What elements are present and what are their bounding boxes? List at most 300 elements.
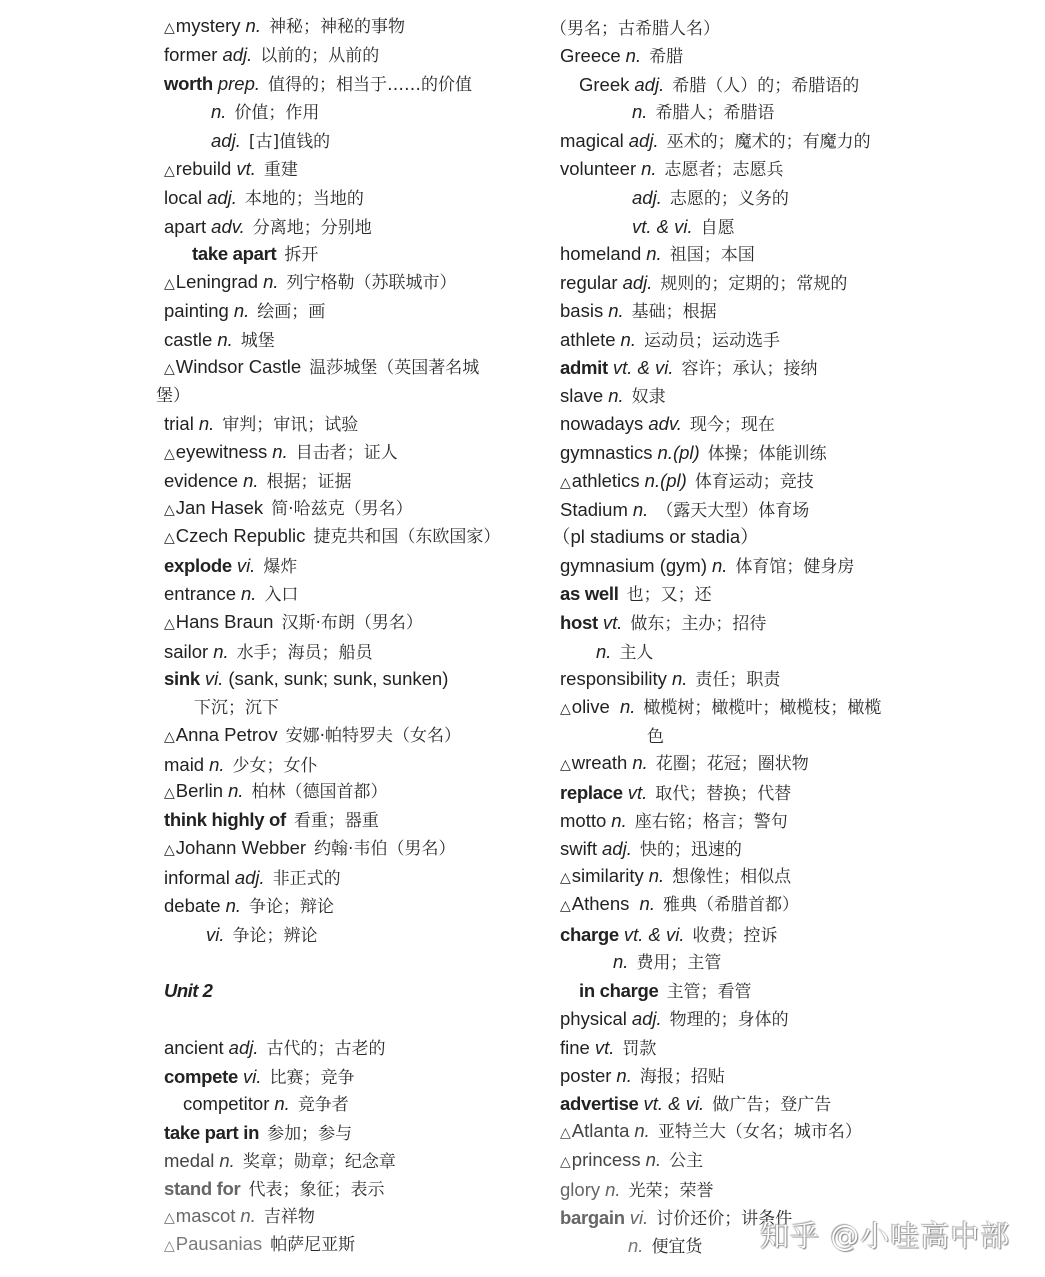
headword: in charge (579, 980, 659, 1001)
part-of-speech: vt. & vi. (632, 216, 693, 237)
vocab-entry (560, 924, 778, 946)
part-of-speech: vt. (236, 158, 256, 179)
chinese-definition: 做广告；登广告 (712, 1095, 832, 1115)
chinese-definition: 体操；体能训练 (707, 444, 827, 464)
chinese-definition: 参加；参与 (267, 1124, 353, 1144)
chinese-definition: 水手；海员；船员 (236, 643, 373, 663)
chinese-definition: 比赛；竞争 (269, 1068, 355, 1088)
triangle-marker-icon: △ (560, 897, 571, 913)
chinese-definition: 罚款 (622, 1039, 657, 1059)
part-of-speech: n. (211, 101, 227, 122)
chinese-definition: 花圈；花冠；圈状物 (655, 754, 809, 774)
chinese-definition: 公主 (669, 1151, 704, 1171)
triangle-marker-icon: △ (164, 19, 175, 35)
vocab-entry (560, 1120, 862, 1142)
chinese-definition: 志愿的；义务的 (669, 189, 789, 209)
unit-heading-label: Unit 2 (164, 980, 213, 1001)
triangle-marker-icon: △ (164, 615, 175, 631)
chinese-definition: 座右铭；格言；警句 (634, 812, 788, 832)
chinese-definition: 快的；迅速的 (639, 840, 742, 860)
vocab-entry (560, 1207, 792, 1229)
chinese-definition: 争论；辨论 (232, 926, 318, 946)
chinese-definition: 光荣；荣誉 (628, 1181, 714, 1201)
headword: mascot (175, 1205, 236, 1226)
vocab-entry (164, 1178, 384, 1200)
headword: ancient (164, 1037, 224, 1058)
part-of-speech: adj. (632, 187, 662, 208)
part-of-speech: n. (228, 780, 244, 801)
vocab-entry (164, 611, 423, 633)
vocab-entry (560, 612, 766, 634)
chinese-definition: 安娜·帕特罗夫（女名） (285, 726, 462, 746)
vocab-entry (560, 413, 775, 435)
chinese-definition: 竞争者 (297, 1095, 349, 1115)
vocab-entry (560, 243, 755, 265)
vocab-entry (560, 385, 666, 407)
chinese-definition: 古代的；古老的 (266, 1039, 386, 1059)
chinese-definition: 祖国；本国 (669, 245, 755, 265)
vocab-entry (194, 696, 279, 718)
vocab-entry (560, 329, 780, 351)
headword: rebuild (175, 158, 232, 179)
part-of-speech: n. (634, 893, 655, 914)
part-of-speech: vi. (242, 1066, 262, 1087)
part-of-speech: vt. & vi. (623, 924, 685, 945)
vocab-entry (156, 384, 190, 406)
vocab-entry (164, 44, 379, 66)
chinese-definition: 汉斯·布朗（男名） (281, 613, 423, 633)
part-of-speech: vi. (204, 668, 224, 689)
headword: sink (164, 668, 200, 689)
headword: mystery (175, 15, 241, 36)
part-of-speech: n. (219, 1150, 235, 1171)
triangle-marker-icon: △ (164, 529, 175, 545)
chinese-definition: 希腊（人）的；希腊语的 (672, 76, 860, 96)
headword: eyewitness (175, 441, 268, 462)
chinese-definition: 代表；象征；表示 (248, 1180, 385, 1200)
vocab-entry (164, 525, 500, 547)
vocab-entry (632, 101, 774, 123)
vocab-entry (164, 895, 334, 917)
part-of-speech: vt. & vi. (612, 357, 674, 378)
vocab-entry (560, 1037, 656, 1059)
vocab-entry (164, 1037, 385, 1059)
headword: nowadays (560, 413, 644, 434)
vocab-entry (183, 1093, 349, 1115)
part-of-speech: n. (648, 865, 665, 886)
part-of-speech: n. (671, 668, 688, 689)
headword: responsibility (560, 668, 667, 689)
part-of-speech: vi. (629, 1207, 649, 1228)
part-of-speech: n. (213, 641, 229, 662)
part-of-speech: n. (605, 1179, 621, 1200)
vocab-entry (164, 837, 455, 859)
chinese-definition: 希腊 (649, 47, 684, 67)
vocab-entry (192, 243, 318, 265)
part-of-speech: n. (198, 413, 215, 434)
headword: athlete (560, 329, 616, 350)
part-of-speech: n. (608, 300, 624, 321)
headword: Leningrad (175, 271, 259, 292)
headword: maid (164, 754, 205, 775)
part-of-speech: adv. (211, 216, 245, 237)
vocab-entry (560, 555, 854, 577)
part-of-speech: n.(pl) (657, 442, 700, 463)
chinese-definition: 巫术的；魔术的；有魔力的 (666, 132, 871, 152)
chinese-definition: 非正式的 (272, 869, 341, 889)
vocab-entry (560, 668, 780, 690)
vocab-entry (560, 499, 809, 521)
chinese-definition: 目击者；证人 (295, 443, 398, 463)
headword: Pausanias (175, 1233, 263, 1254)
part-of-speech: vi. (236, 555, 256, 576)
vocab-entry (560, 810, 788, 832)
headword: host (560, 612, 598, 633)
chinese-definition: 做东；主办；招待 (630, 614, 767, 634)
vocab-entry (560, 838, 742, 860)
headword: princess (571, 1149, 641, 1170)
chinese-definition: 海报；招贴 (639, 1067, 725, 1087)
vocab-entry (164, 780, 388, 802)
chinese-definition: 简·哈兹克（男名） (271, 499, 413, 519)
part-of-speech: n. (614, 696, 636, 717)
triangle-marker-icon: △ (560, 1153, 571, 1169)
vocab-entry (164, 668, 448, 690)
chinese-definition: 收费；控诉 (692, 926, 778, 946)
vocab-entry (164, 583, 298, 605)
headword: painting (164, 300, 229, 321)
vocab-entry (560, 696, 881, 718)
headword: olive (571, 696, 610, 717)
chinese-definition: 责任；职责 (695, 670, 781, 690)
vocab-entry (560, 470, 814, 492)
part-of-speech: n. (225, 895, 242, 916)
part-of-speech: n. (620, 329, 636, 350)
chinese-definition: 少女；女仆 (232, 756, 318, 776)
headword: homeland (560, 243, 642, 264)
headword: physical (560, 1008, 627, 1029)
chinese-definition: 拆开 (284, 245, 319, 265)
part-of-speech: n. (217, 329, 233, 350)
headword: similarity (571, 865, 644, 886)
triangle-marker-icon: △ (164, 1237, 175, 1253)
part-of-speech: adv. (648, 413, 682, 434)
headword: sailor (164, 641, 209, 662)
chinese-definition: 容许；承认；接纳 (681, 359, 818, 379)
part-of-speech: n. (641, 158, 657, 179)
triangle-marker-icon: △ (164, 784, 175, 800)
headword: Atlanta (571, 1120, 630, 1141)
headword: entrance (164, 583, 236, 604)
headword: explode (164, 555, 232, 576)
part-of-speech: adj. (234, 867, 265, 888)
triangle-marker-icon: △ (164, 501, 175, 517)
vocab-entry (560, 782, 791, 804)
vocab-entry (164, 356, 479, 378)
part-of-speech: adj. (628, 130, 659, 151)
vocab-entry (211, 101, 319, 123)
headword: wreath (571, 752, 628, 773)
chinese-definition: 想像性；相似点 (672, 867, 792, 887)
vocab-entry (560, 1149, 703, 1171)
triangle-marker-icon: △ (560, 869, 571, 885)
part-of-speech: adj. (634, 74, 665, 95)
headword: replace (560, 782, 623, 803)
chinese-definition: 柏林（德国首都） (251, 782, 388, 802)
vocab-entry (560, 1093, 831, 1115)
part-of-speech: n. (241, 583, 257, 604)
triangle-marker-icon: △ (164, 162, 175, 178)
chinese-definition: 堡） (156, 386, 190, 406)
triangle-marker-icon: △ (164, 360, 175, 376)
headword: fine (560, 1037, 590, 1058)
headword: worth (164, 73, 213, 94)
part-of-speech: n.(pl) (644, 470, 687, 491)
chinese-definition: 城堡 (240, 331, 275, 351)
headword: Berlin (175, 780, 224, 801)
headword: castle (164, 329, 213, 350)
chinese-definition: 橄榄树；橄榄叶；橄榄枝；橄榄 (643, 698, 882, 718)
part-of-speech: n. (712, 555, 728, 576)
vocab-entry (579, 980, 752, 1002)
vocab-entry (164, 1066, 354, 1088)
headword: competitor (183, 1093, 270, 1114)
chinese-definition: 志愿者；志愿兵 (664, 160, 784, 180)
headword: admit (560, 357, 608, 378)
chinese-definition: 也；又；还 (626, 585, 712, 605)
part-of-speech: n. (645, 1149, 662, 1170)
chinese-definition: 便宜货 (651, 1237, 703, 1257)
vocab-entry (164, 470, 352, 492)
chinese-definition: 亚特兰大（女名；城市名） (657, 1122, 862, 1142)
part-of-speech: adj. (222, 44, 253, 65)
triangle-marker-icon: △ (164, 728, 175, 744)
vocab-entry (211, 130, 330, 152)
part-of-speech: n. (632, 101, 648, 122)
headword: slave (560, 385, 604, 406)
chinese-definition: 主人 (619, 643, 654, 663)
vocab-entry (560, 1065, 725, 1087)
headword: former (164, 44, 218, 65)
chinese-definition: 根据；证据 (266, 472, 352, 492)
vocab-entry (164, 1150, 396, 1172)
chinese-definition: 奖章；勋章；纪念章 (242, 1152, 396, 1172)
chinese-definition: 分离地；分别地 (252, 218, 372, 238)
headword: charge (560, 924, 619, 945)
headword: glory (560, 1179, 601, 1200)
vocab-entry (164, 413, 358, 435)
chinese-definition: 看重；器重 (293, 811, 379, 831)
headword: compete (164, 1066, 238, 1087)
chinese-definition: 帕萨尼亚斯 (270, 1235, 356, 1255)
triangle-marker-icon: △ (164, 1209, 175, 1225)
vocab-entry (164, 555, 297, 577)
headword: Windsor Castle (175, 356, 302, 377)
vocab-entry (560, 158, 784, 180)
vocab-entry (560, 272, 847, 294)
part-of-speech: n. (611, 810, 627, 831)
part-of-speech: vi. (206, 924, 225, 945)
headword: take apart (192, 243, 277, 264)
vocab-entry (164, 73, 472, 95)
chinese-definition: 价值；作用 (234, 103, 320, 123)
headword: think highly of (164, 809, 286, 830)
vocab-entry (164, 1233, 355, 1255)
chinese-definition: 值得的；相当于……的价值 (268, 75, 473, 95)
chinese-definition: 奴隶 (631, 387, 666, 407)
headword: debate (164, 895, 221, 916)
chinese-definition: 物理的；身体的 (669, 1010, 789, 1030)
chinese-definition: 吉祥物 (263, 1207, 315, 1227)
vocab-entry (164, 15, 405, 37)
headword: magical (560, 130, 624, 151)
headword: Jan Hasek (175, 497, 264, 518)
headword: as well (560, 583, 619, 604)
chinese-definition: 主管；看管 (666, 982, 752, 1002)
vocab-entry (206, 924, 318, 946)
headword: take part in (164, 1122, 260, 1143)
part-of-speech: vt. (594, 1037, 615, 1058)
chinese-definition: 入口 (264, 585, 299, 605)
vocab-entry (560, 752, 809, 774)
part-of-speech: n. (625, 45, 642, 66)
vocab-entry (560, 357, 818, 379)
part-of-speech: n. (634, 1120, 650, 1141)
headword: volunteer (560, 158, 637, 179)
chinese-definition: 温莎城堡（英国著名城 (309, 358, 480, 378)
headword: swift (560, 838, 597, 859)
part-of-speech: prep. (217, 73, 261, 94)
vocab-entry (596, 641, 653, 663)
triangle-marker-icon: △ (164, 275, 175, 291)
vocab-entry (613, 951, 721, 973)
vocab-entry (164, 329, 275, 351)
part-of-speech: n. (632, 752, 648, 773)
part-of-speech: n. (274, 1093, 290, 1114)
headword: Greek (579, 74, 630, 95)
part-of-speech: adj. (228, 1037, 259, 1058)
triangle-marker-icon: △ (560, 700, 571, 716)
chinese-definition: [古]值钱的 (248, 132, 331, 152)
vocab-entry (164, 1205, 315, 1227)
chinese-definition: （男名；古希腊人名） (550, 19, 720, 39)
part-of-speech: n. (233, 300, 250, 321)
triangle-marker-icon: △ (164, 445, 175, 461)
headword: advertise (560, 1093, 639, 1114)
chinese-definition: 爆炸 (263, 557, 298, 577)
vocab-entry (560, 865, 791, 887)
triangle-marker-icon: △ (560, 756, 571, 772)
part-of-speech: n. (240, 1205, 256, 1226)
chinese-definition: 审判；审讯；试验 (222, 415, 359, 435)
chinese-definition: 约翰·韦伯（男名） (314, 839, 456, 859)
vocab-entry (164, 641, 373, 663)
vocab-entry (164, 216, 372, 238)
watermark: 知乎 @小哇高中部 (760, 1219, 1011, 1253)
vocab-entry (164, 1122, 352, 1144)
vocab-entry (164, 300, 325, 322)
headword: Stadium (560, 499, 628, 520)
headword: Hans Braun (175, 611, 274, 632)
part-of-speech: adj. (211, 130, 241, 151)
chinese-definition: 基础；根据 (631, 302, 717, 322)
headword: Greece (560, 45, 621, 66)
inflection-note: (sank, sunk; sunk, sunken) (228, 668, 449, 689)
part-of-speech: n. (596, 641, 612, 662)
vocab-entry (164, 441, 398, 463)
part-of-speech: n. (646, 243, 662, 264)
headword: medal (164, 1150, 215, 1171)
chinese-definition: 神秘；神秘的事物 (268, 17, 405, 37)
part-of-speech: n. (272, 441, 288, 462)
vocab-entry (628, 1235, 702, 1257)
part-of-speech: adj. (602, 838, 632, 859)
chinese-definition: 列宁格勒（苏联城市） (286, 273, 457, 293)
part-of-speech: vt. (602, 612, 623, 633)
vocab-entry (164, 158, 298, 180)
chinese-definition: （露天大型）体育场 (656, 501, 810, 521)
headword: basis (560, 300, 604, 321)
vocab-entry (560, 1179, 714, 1201)
headword: trial (164, 413, 194, 434)
vocab-entry (560, 300, 717, 322)
vocab-entry (164, 867, 341, 889)
headword: Czech Republic (175, 525, 306, 546)
vocab-entry (560, 45, 683, 67)
headword: evidence (164, 470, 239, 491)
vocab-entry (632, 187, 789, 209)
vocab-entry (632, 216, 735, 238)
vocab-entry (552, 526, 759, 548)
headword: local (164, 187, 203, 208)
part-of-speech: adj. (207, 187, 237, 208)
chinese-definition: 费用；主管 (636, 953, 722, 973)
part-of-speech: n. (243, 470, 259, 491)
chinese-definition: 体育馆；健身房 (735, 557, 855, 577)
headword: motto (560, 810, 607, 831)
chinese-definition: 绘画；画 (257, 302, 326, 322)
vocab-entry (550, 17, 720, 39)
part-of-speech: n. (613, 951, 629, 972)
vocab-entry (164, 187, 364, 209)
vocab-entry (164, 754, 318, 776)
chinese-definition: 本地的；当地的 (244, 189, 364, 209)
headword: athletics (571, 470, 640, 491)
chinese-definition: 下沉；沉下 (194, 698, 279, 718)
chinese-definition: 自愿 (700, 218, 735, 238)
vocab-entry (164, 809, 379, 831)
headword: regular (560, 272, 618, 293)
part-of-speech: adj. (622, 272, 653, 293)
chinese-definition: 体育运动；竞技 (694, 472, 814, 492)
vocab-entry (560, 130, 871, 152)
headword: Athens (571, 893, 630, 914)
part-of-speech: adj. (631, 1008, 662, 1029)
vocab-entry (647, 725, 664, 747)
triangle-marker-icon: △ (560, 474, 571, 490)
chinese-definition: 现今；现在 (689, 415, 775, 435)
part-of-speech: n. (608, 385, 624, 406)
chinese-definition: 取代；替换；代替 (655, 784, 792, 804)
vocab-entry (560, 893, 799, 915)
vocab-entry (560, 442, 827, 464)
chinese-definition: 以前的；从前的 (260, 46, 380, 66)
part-of-speech: vt. (627, 782, 648, 803)
vocab-entry (164, 497, 413, 519)
vocab-entry (164, 724, 461, 746)
part-of-speech: vt. & vi. (643, 1093, 705, 1114)
vocab-entry (560, 1008, 789, 1030)
